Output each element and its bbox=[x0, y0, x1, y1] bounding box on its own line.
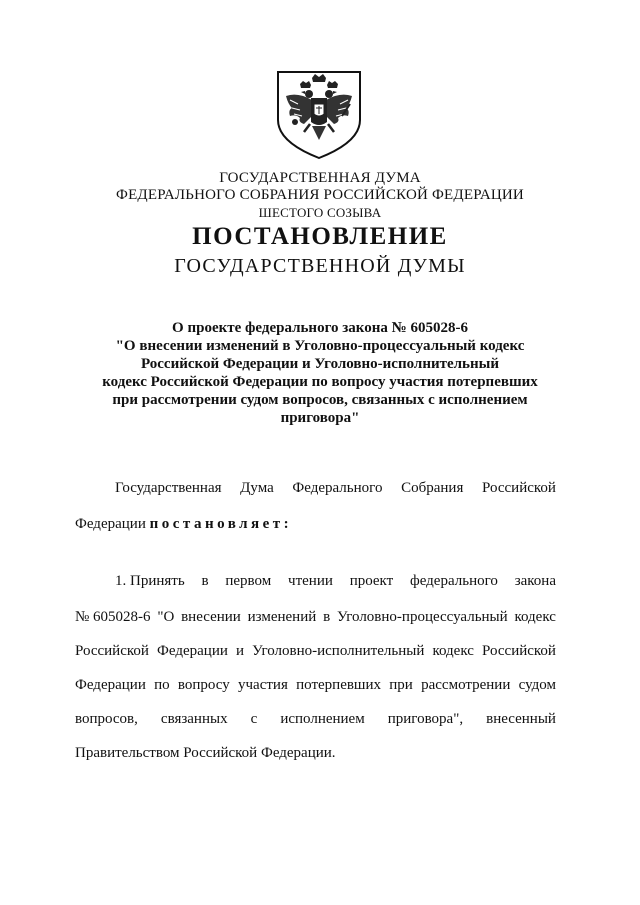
paragraph-word: при bbox=[389, 677, 413, 693]
paragraph-word: изменений bbox=[247, 609, 317, 625]
preamble-word: Дума bbox=[240, 480, 274, 496]
paragraph-word: 1. Принять bbox=[115, 573, 185, 589]
paragraph-word: вопросу bbox=[177, 677, 230, 693]
paragraph-line bbox=[75, 677, 556, 694]
paragraph-word: приговора", bbox=[387, 711, 464, 727]
resolution-verb: постановляет: bbox=[149, 516, 293, 532]
paragraph-word: Правительством Российской Федерации. bbox=[75, 745, 336, 761]
preamble-text: Федерации bbox=[75, 516, 146, 532]
paragraph-word: потерпевших bbox=[296, 677, 382, 693]
paragraph-word: "О bbox=[157, 609, 175, 625]
paragraph-word: Уголовно-процессуальный bbox=[336, 609, 508, 625]
subject-line: Российской Федерации и Уголовно-исполнительный bbox=[140, 356, 499, 372]
resolution-paragraph-1 bbox=[75, 0, 556, 905]
paragraph-word: первом bbox=[225, 573, 272, 589]
paragraph-word: Российской bbox=[75, 643, 149, 659]
paragraph-word: внесенный bbox=[486, 711, 556, 727]
paragraph-word: связанных bbox=[160, 711, 228, 727]
subject-line: приговора" bbox=[280, 410, 360, 426]
paragraph-line bbox=[75, 643, 556, 660]
paragraph-word: кодекс bbox=[514, 609, 556, 625]
paragraph-word: исполнением bbox=[280, 711, 365, 727]
paragraph-word: вопросов, bbox=[75, 711, 138, 727]
paragraph-word: № 605028-6 bbox=[75, 609, 151, 625]
subject-line: кодекс Российской Федерации по вопросу участия потерпевших bbox=[102, 374, 538, 390]
preamble-word: Российской bbox=[482, 480, 556, 496]
paragraph-line bbox=[75, 745, 556, 762]
paragraph-word: Российской bbox=[482, 643, 556, 659]
paragraph-word: в bbox=[323, 609, 331, 625]
paragraph-word: по bbox=[154, 677, 170, 693]
subject-line: при рассмотрении судом вопросов, связанных с исполнением bbox=[112, 392, 528, 408]
paragraph-line bbox=[115, 573, 556, 590]
paragraph-word: федерального bbox=[410, 573, 498, 589]
preamble-word: Собрания bbox=[401, 480, 464, 496]
paragraph-word: закона bbox=[514, 573, 556, 589]
preamble-word: Федерального bbox=[292, 480, 383, 496]
preamble-word: Государственная bbox=[115, 480, 222, 496]
paragraph-word: кодекс bbox=[432, 643, 474, 659]
subject-line: "О внесении изменений в Уголовно-процессуальный кодекс bbox=[115, 338, 525, 354]
paragraph-word: участия bbox=[238, 677, 288, 693]
organization-name-line2: ФЕДЕРАЛЬНОГО СОБРАНИЯ РОССИЙСКОЙ ФЕДЕРАЦИИ bbox=[116, 187, 524, 203]
paragraph-line bbox=[75, 711, 556, 728]
paragraph-word: Федерации bbox=[75, 677, 146, 693]
subject-line: О проекте федерального закона № 605028-6 bbox=[172, 320, 468, 336]
paragraph-word: судом bbox=[518, 677, 556, 693]
convocation-label: ШЕСТОГО СОЗЫВА bbox=[258, 205, 382, 220]
document-type-title: ПОСТАНОВЛЕНИЕ bbox=[192, 223, 448, 250]
paragraph-word: рассмотрении bbox=[421, 677, 511, 693]
document-issuer-title: ГОСУДАРСТВЕННОЙ ДУМЫ bbox=[174, 255, 466, 277]
paragraph-word: в bbox=[201, 573, 209, 589]
organization-name-line1: ГОСУДАРСТВЕННАЯ ДУМА bbox=[219, 170, 421, 186]
paragraph-word: чтении bbox=[288, 573, 333, 589]
paragraph-word: Уголовно-исполнительный bbox=[252, 643, 425, 659]
paragraph-line bbox=[75, 609, 556, 626]
paragraph-word: и bbox=[236, 643, 245, 659]
paragraph-word: с bbox=[250, 711, 258, 727]
paragraph-word: проект bbox=[349, 573, 394, 589]
paragraph-word: Федерации bbox=[157, 643, 228, 659]
paragraph-word: внесении bbox=[181, 609, 241, 625]
